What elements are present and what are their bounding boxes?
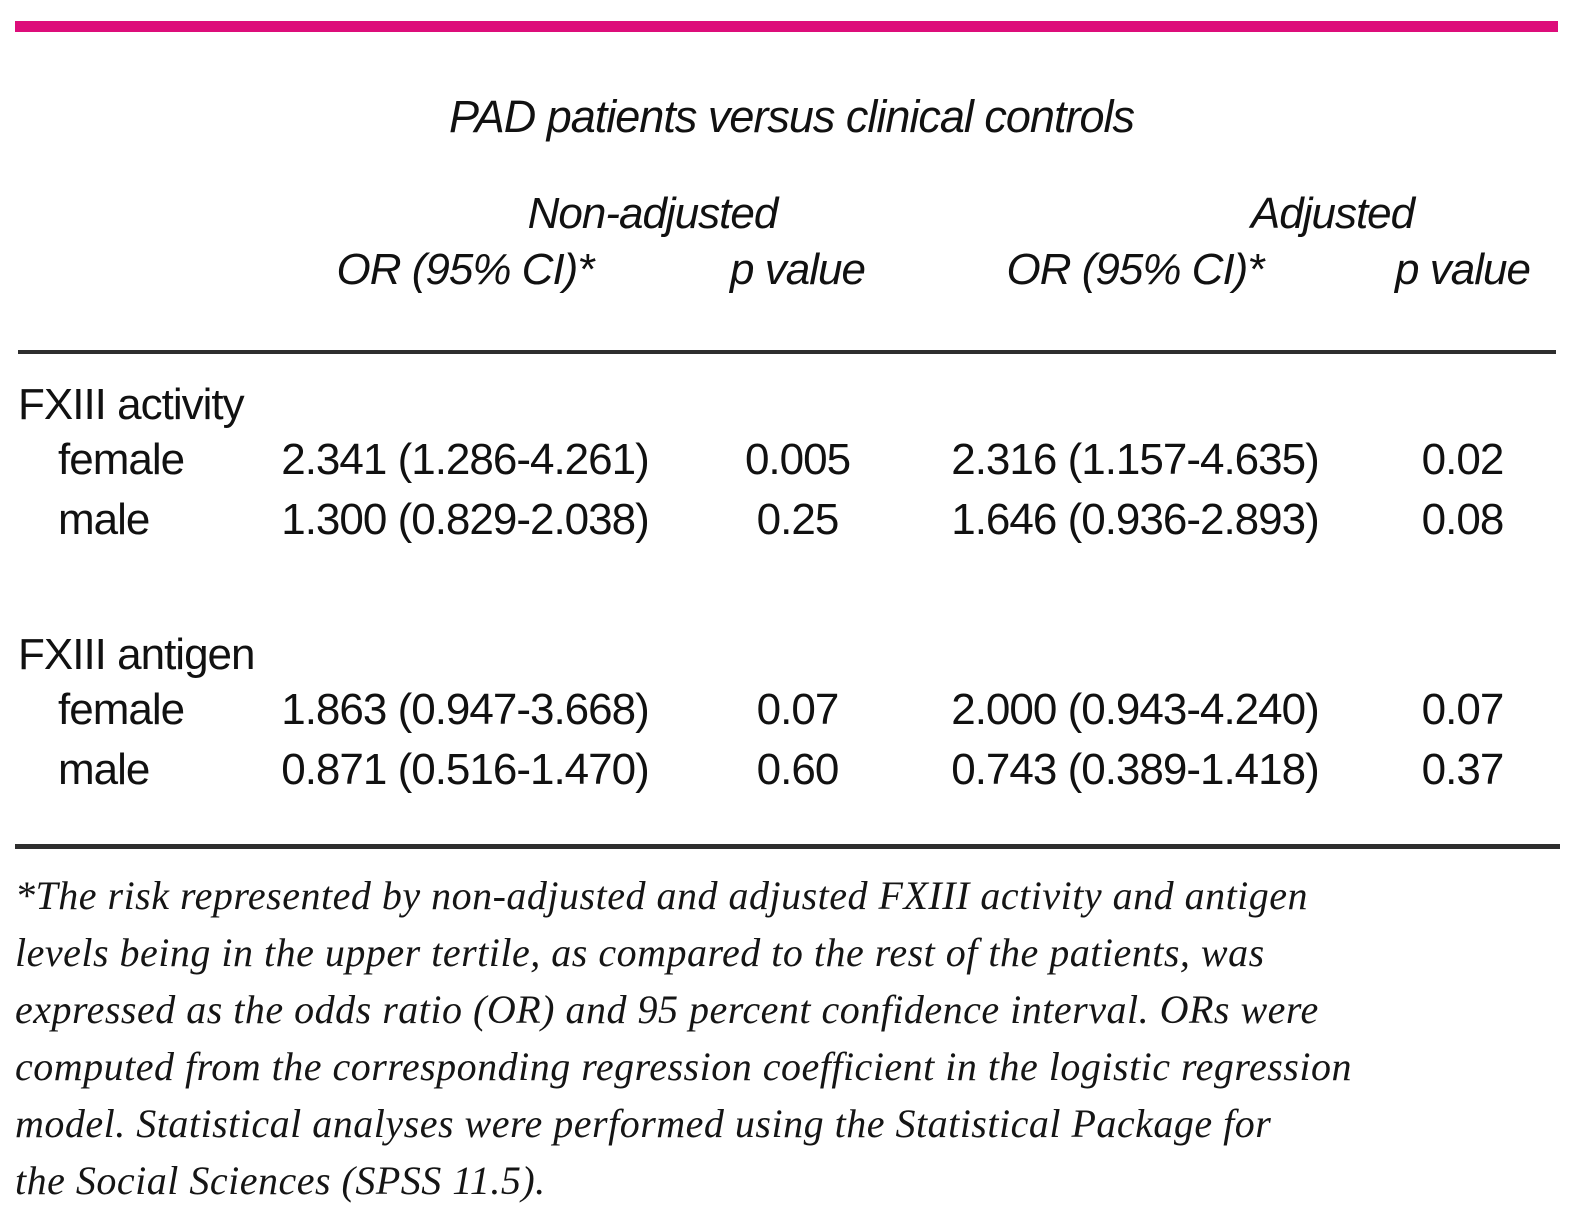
nonadjusted-or-value: 0.871 (0.516-1.470) [281,745,649,794]
header-adjusted-or-ci: OR (95% CI)* [1006,245,1264,294]
column-header-row [18,242,1570,298]
header-nonadjusted-p-value: p value [730,245,865,294]
nonadjusted-p-value: 0.07 [756,685,839,734]
adjusted-p-value: 0.02 [1421,435,1504,484]
header-nonadjusted-or-ci: OR (95% CI)* [336,245,594,294]
footnote-line: the Social Sciences (SPSS 11.5). [15,1158,546,1203]
nonadjusted-or-value: 1.863 (0.947-3.668) [281,685,649,734]
adjusted-or-value: 1.646 (0.936-2.893) [951,495,1319,544]
column-group-non-adjusted: Non-adjusted [527,189,778,238]
section-label-fxiii-activity: FXIII activity [18,380,244,429]
section-label-fxiii-antigen: FXIII antigen [18,630,255,679]
nonadjusted-or-value: 1.300 (0.829-2.038) [281,495,649,544]
adjusted-or-value: 2.000 (0.943-4.240) [951,685,1319,734]
header-adjusted-p-value: p value [1395,245,1530,294]
table-row [18,430,1570,490]
row-label: male [58,745,150,794]
adjusted-p-value: 0.08 [1421,495,1504,544]
row-label: female [58,685,185,734]
table-row [18,680,1570,740]
table-title: PAD patients versus clinical controls [449,91,1134,142]
adjusted-p-value: 0.37 [1421,745,1504,794]
table-footnote [15,867,1583,1209]
adjusted-or-value: 0.743 (0.389-1.418) [951,745,1319,794]
nonadjusted-p-value: 0.60 [756,745,839,794]
footnote-divider-rule [15,844,1560,849]
adjusted-or-value: 2.316 (1.157-4.635) [951,435,1319,484]
nonadjusted-p-value: 0.005 [744,435,851,484]
table-row [18,490,1570,550]
nonadjusted-or-value: 2.341 (1.286-4.261) [281,435,649,484]
column-group-adjusted: Adjusted [1250,189,1415,238]
row-label: female [58,435,185,484]
nonadjusted-p-value: 0.25 [756,495,839,544]
row-label: male [58,495,150,544]
footnote-line: *The risk represented by non-adjusted and adjusted FXIII activity and antigen [15,873,1309,918]
column-group-header-row [18,186,1570,242]
footnote-line: levels being in the upper tertile, as compared to the rest of the patients, was [15,930,1265,975]
accent-bar [15,21,1558,32]
adjusted-p-value: 0.07 [1421,685,1504,734]
footnote-line: computed from the corresponding regression coefficient in the logistic regression [15,1044,1352,1089]
header-divider-rule [18,350,1556,354]
table-row [18,740,1570,800]
footnote-line: expressed as the odds ratio (OR) and 95 percent confidence interval. ORs were [15,987,1319,1032]
footnote-line: model. Statistical analyses were performed using the Statistical Package for [15,1101,1272,1146]
